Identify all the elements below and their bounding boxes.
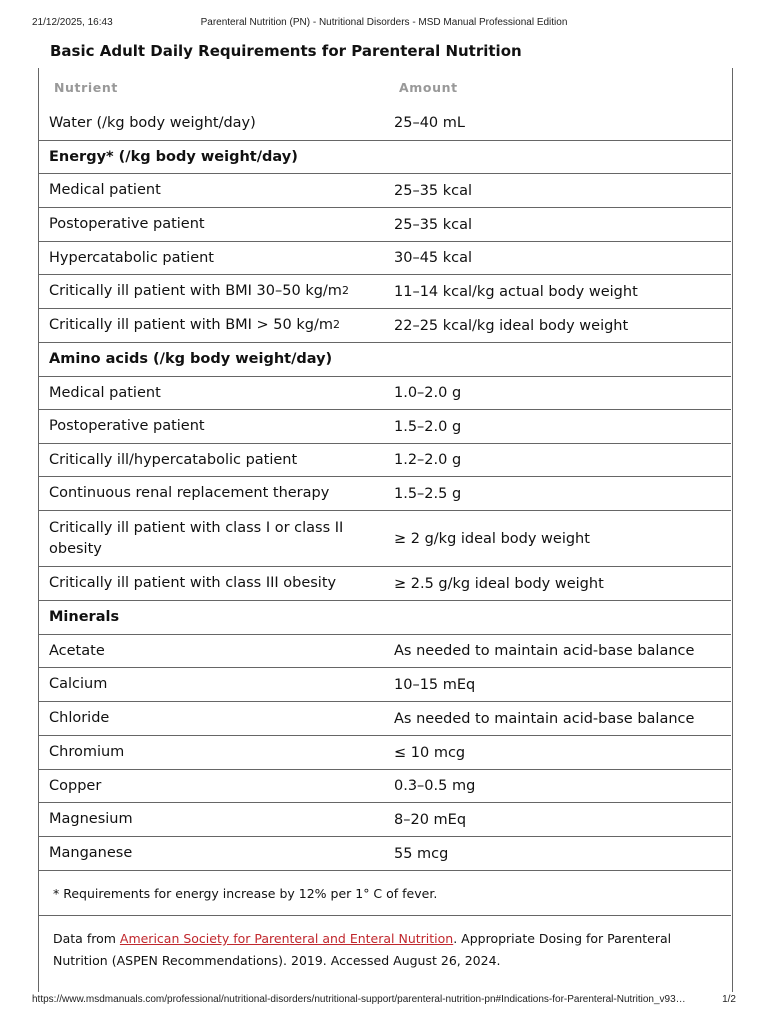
nutrient-cell: Acetate (49, 642, 105, 659)
nutrient-cell: Copper (49, 777, 102, 794)
amount-cell: 1.5–2.0 g (394, 418, 462, 435)
nutrient-cell (49, 309, 379, 342)
table-row (38, 803, 731, 837)
print-url: https://www.msdmanuals.com/professional/nutritional-disorders/nutritional-support/parenteral-nutrition-pn#Indications-for-Parenteral-Nutrition_v93… (32, 994, 686, 1005)
amount-cell: 25–40 mL (394, 115, 465, 131)
table-row (38, 410, 731, 444)
table-row (38, 511, 731, 567)
table-row (38, 377, 731, 410)
print-header (32, 17, 736, 31)
column-header-nutrient: Nutrient (54, 80, 118, 95)
amount-cell: 1.0–2.0 g (394, 385, 462, 401)
table-row (38, 668, 731, 702)
amount-cell: As needed to maintain acid-base balance (394, 710, 695, 727)
amount-cell: ≤ 10 mcg (394, 744, 466, 761)
amount-cell (394, 601, 723, 634)
table-row (38, 106, 731, 141)
aspen-link[interactable]: American Society for Parenteral and Enteral Nutrition (119, 931, 454, 946)
print-footer (32, 994, 736, 1008)
table-row (38, 567, 731, 601)
table-row (38, 242, 731, 275)
section-label: Amino acids (/kg body weight/day) (49, 351, 333, 367)
table-title: Basic Adult Daily Requirements for Parenteral Nutrition (50, 42, 522, 60)
nutrient-cell: Medical patient (49, 182, 161, 198)
source-suffix: . Appropriate Dosing for Parenteral (453, 931, 672, 946)
column-header-amount: Amount (399, 80, 458, 95)
table-row (38, 275, 731, 309)
nutrient-cell: Medical patient (49, 384, 161, 401)
superscript: 2 (341, 284, 349, 297)
source-line2: Nutrition (ASPEN Recommendations). 2019. Accessed August 26, 2024. (53, 953, 501, 968)
amount-cell: 25–35 kcal (394, 216, 473, 233)
amount-cell: 22–25 kcal/kg ideal body weight (394, 317, 629, 334)
amount-cell: 30–45 kcal (394, 250, 473, 266)
table-row (38, 702, 731, 736)
nutrient-cell: Postoperative patient (49, 418, 205, 434)
table-row (38, 736, 731, 770)
amount-cell: ≥ 2 g/kg ideal body weight (394, 530, 590, 547)
amount-cell: 1.2–2.0 g (394, 452, 462, 468)
nutrient-cell: Manganese (49, 845, 133, 861)
amount-cell: ≥ 2.5 g/kg ideal body weight (394, 575, 604, 592)
section-label: Minerals (49, 609, 120, 625)
nutrient-cell: Critically ill patient with class I or class II obesity (49, 519, 344, 557)
nutrient-cell: Postoperative patient (49, 216, 205, 232)
table-row (38, 444, 731, 477)
table-row (38, 208, 731, 242)
nutrient-cell: Chromium (49, 744, 125, 760)
table-row (38, 174, 731, 208)
footnote-text: * Requirements for energy increase by 12% per 1° C of fever. (53, 885, 438, 901)
amount-cell: 55 mcg (394, 845, 449, 862)
section-row-amino-acids (38, 343, 731, 377)
nutrient-cell: Continuous renal replacement therapy (49, 485, 330, 501)
nutrient-text: Critically ill patient with BMI > 50 kg/m (49, 317, 333, 333)
section-row-minerals (38, 601, 731, 635)
amount-cell: 11–14 kcal/kg actual body weight (394, 283, 638, 300)
section-label: Energy* (/kg body weight/day) (49, 148, 298, 165)
print-date: 21/12/2025, 16:43 (32, 17, 113, 28)
nutrient-cell: Hypercatabolic patient (49, 249, 214, 266)
nutrient-text: Critically ill patient with BMI 30–50 kg/m (49, 283, 342, 299)
nutrient-cell (49, 275, 379, 308)
table-row (38, 770, 731, 803)
amount-cell (394, 343, 723, 376)
source-prefix: Data from (53, 931, 120, 946)
nutrient-cell: Chloride (49, 710, 110, 726)
source-note (38, 928, 731, 972)
nutrient-cell: Calcium (49, 676, 108, 692)
nutrient-cell: Critically ill patient with class III obesity (49, 575, 337, 591)
nutrient-cell: Water (/kg body weight/day) (49, 114, 256, 131)
page-number: 1/2 (722, 994, 736, 1005)
print-page-title: Parenteral Nutrition (PN) - Nutritional Disorders - MSD Manual Professional Edition (200, 17, 568, 28)
table-row (38, 837, 731, 871)
nutrient-cell: Critically ill/hypercatabolic patient (49, 451, 298, 468)
amount-cell: 10–15 mEq (394, 676, 476, 693)
superscript: 2 (332, 318, 340, 331)
amount-cell: 1.5–2.5 g (394, 485, 462, 502)
table-row (38, 309, 731, 343)
amount-cell: 0.3–0.5 mg (394, 778, 476, 794)
amount-cell: As needed to maintain acid-base balance (394, 643, 695, 659)
footnote (38, 871, 731, 916)
table-row (38, 635, 731, 668)
amount-cell: 8–20 mEq (394, 811, 467, 828)
table-row (38, 477, 731, 511)
amount-cell (394, 141, 723, 173)
nutrient-cell: Magnesium (49, 811, 133, 827)
section-row-energy (38, 141, 731, 174)
amount-cell: 25–35 kcal (394, 182, 473, 199)
